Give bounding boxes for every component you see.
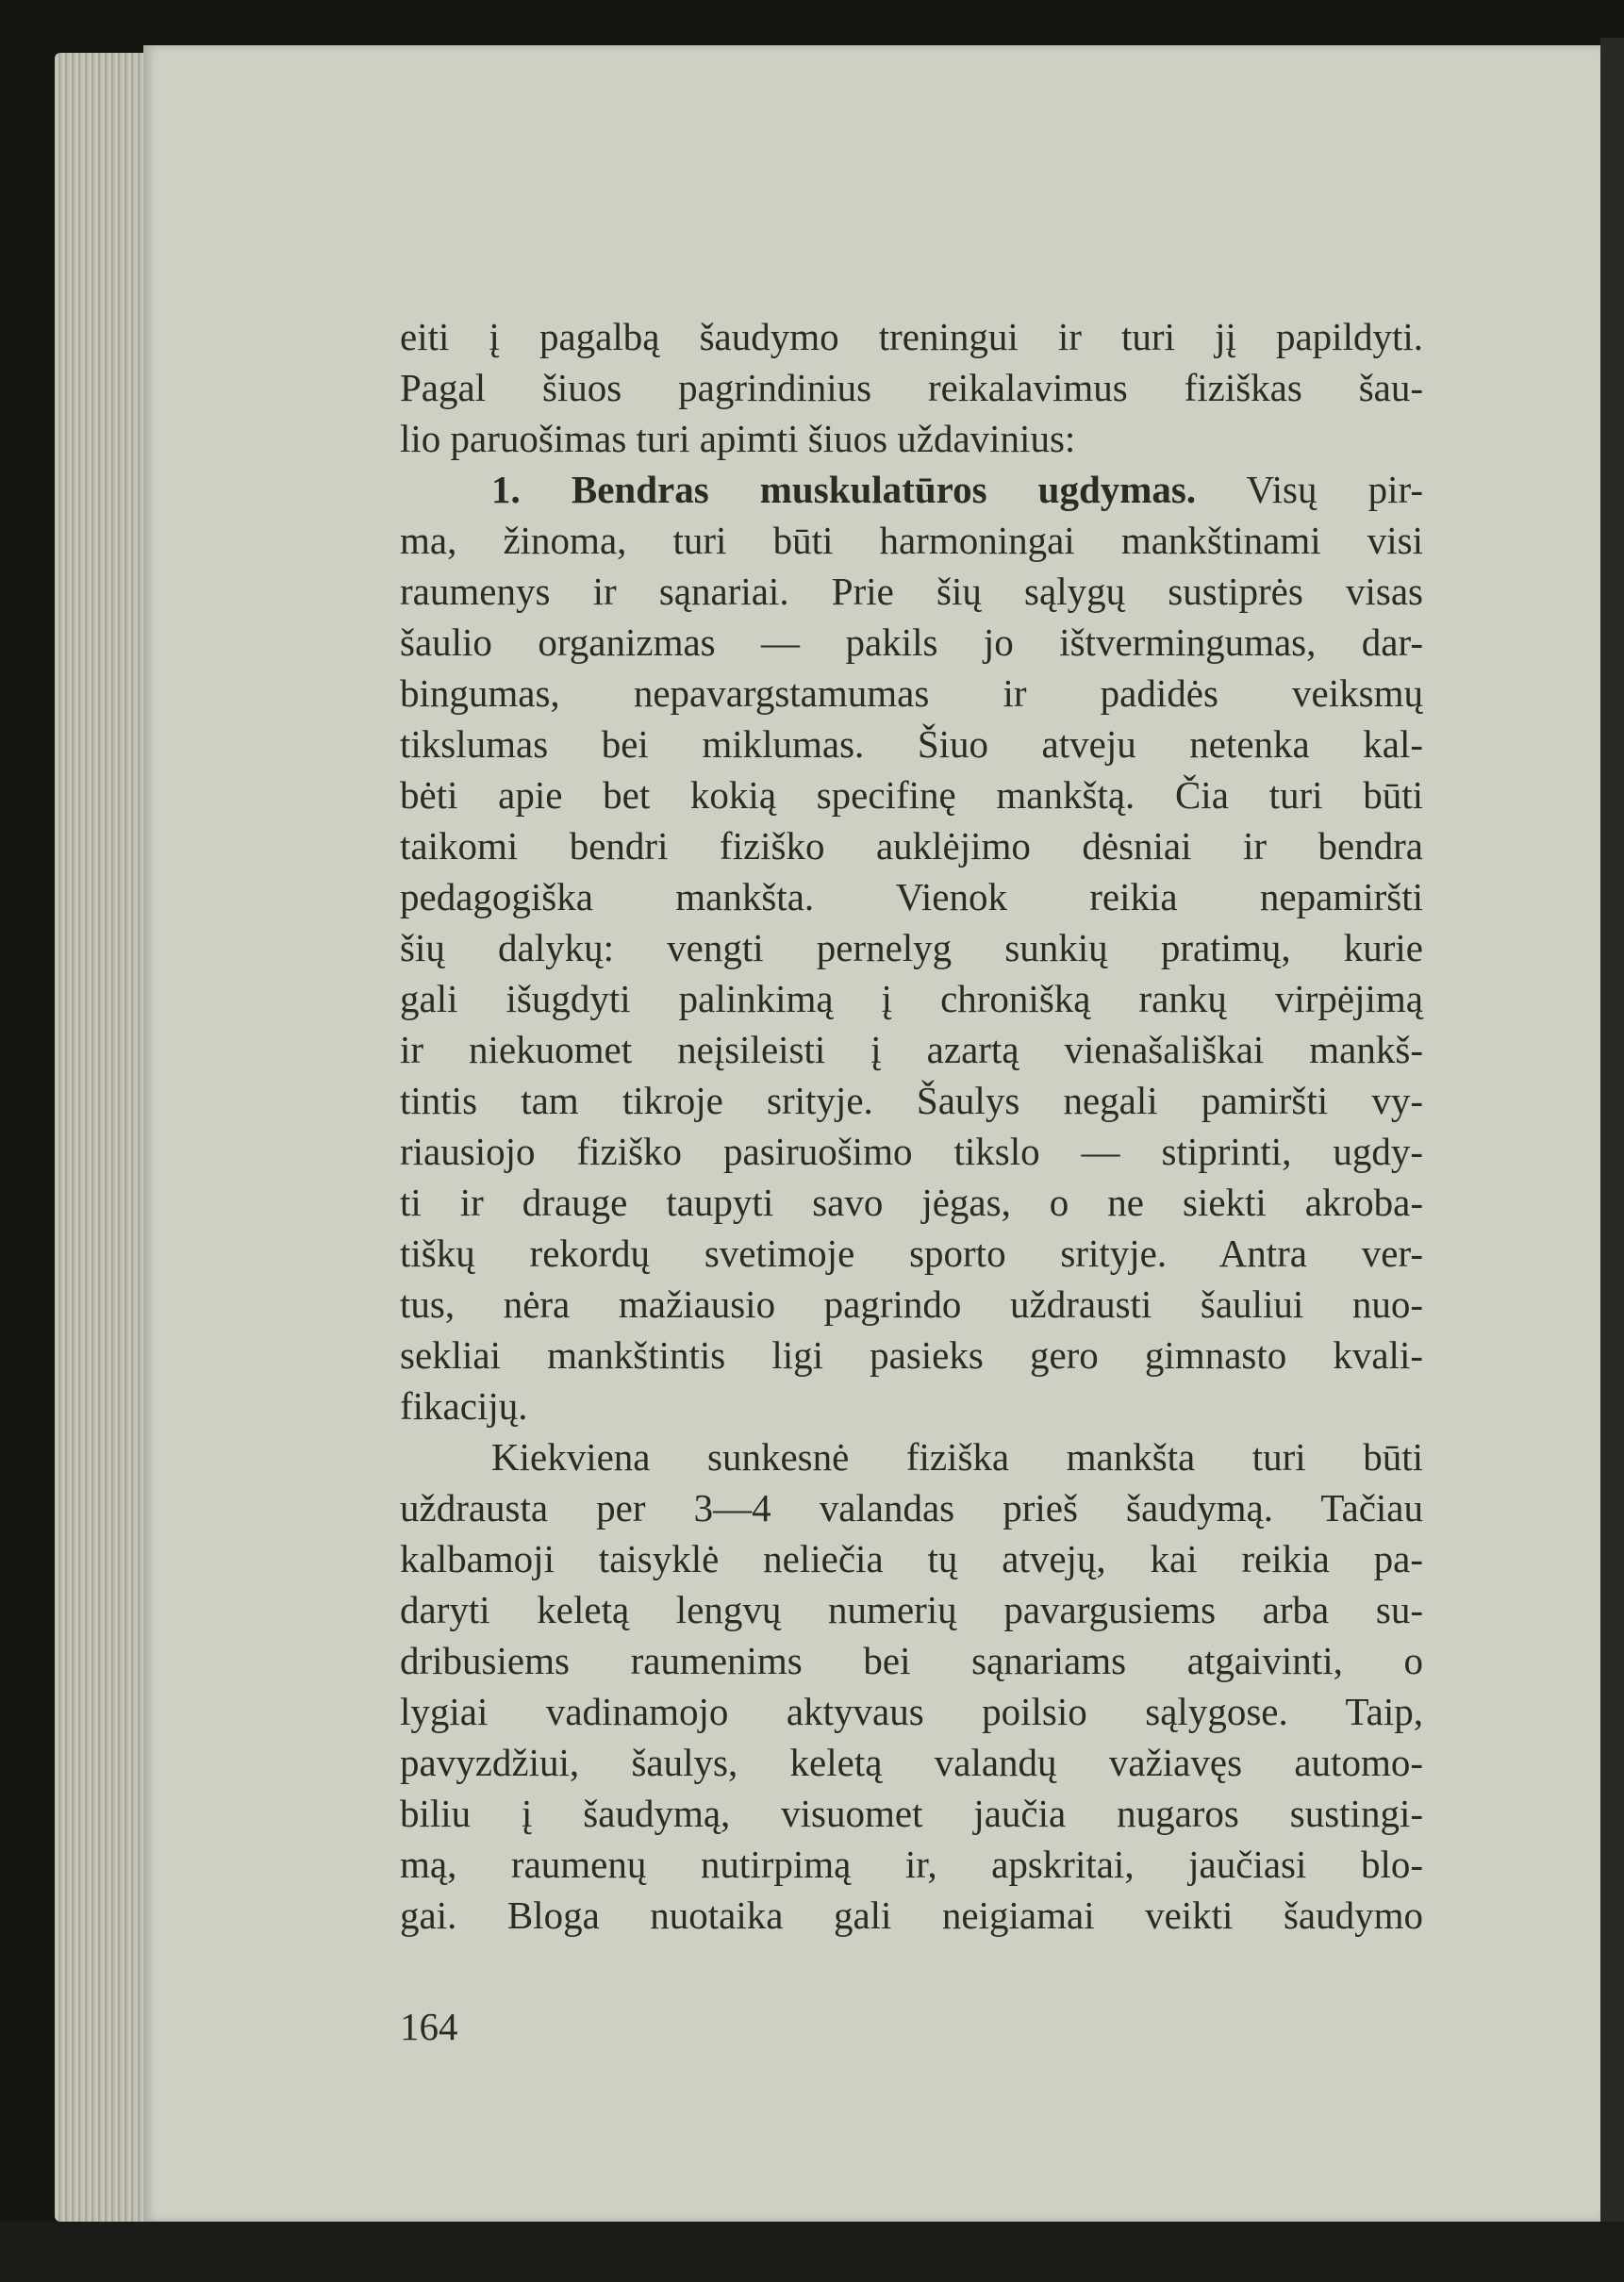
line-text: ir niekuomet neįsileisti į azartą vienašališkai mankš- <box>400 1028 1423 1071</box>
text-line <box>400 617 1423 668</box>
text-line <box>400 311 1423 362</box>
line-text: daryti keletą lengvų numerių pavargusiems arba su- <box>400 1588 1423 1631</box>
background-bottom <box>0 2222 1624 2282</box>
line-text: pavyzdžiui, šaulys, keletą valandų važiavęs automo- <box>400 1741 1423 1784</box>
line-text: sekliai mankštintis ligi pasieks gero gimnasto kvali- <box>400 1333 1423 1377</box>
text-line <box>400 871 1423 922</box>
text-line <box>400 1839 1423 1890</box>
text-line <box>400 820 1423 871</box>
line-text: dribusiems raumenims bei sąnariams atgaivinti, o <box>400 1639 1423 1682</box>
line-text: eiti į pagalbą šaudymo treningui ir turi jį papildyti. <box>400 315 1423 358</box>
line-text: fikacijų. <box>400 1384 528 1428</box>
line-text: pedagogiška mankšta. Vienok reikia nepamiršti <box>400 875 1423 918</box>
line-text: uždrausta per 3—4 valandas prieš šaudymą. Tačiau <box>400 1486 1423 1530</box>
line-text: lio paruošimas turi apimti šiuos uždavinius: <box>400 417 1076 460</box>
text-line <box>400 1737 1423 1788</box>
line-text: taikomi bendri fiziško auklėjimo dėsniai ir bendra <box>400 824 1423 868</box>
text-line <box>400 1177 1423 1228</box>
text-line <box>400 769 1423 820</box>
line-text: lygiai vadinamojo aktyvaus poilsio sąlygose. Taip, <box>400 1690 1423 1733</box>
line-text: biliu į šaudymą, visuomet jaučia nugaros sustingi- <box>400 1792 1423 1835</box>
line-text: tintis tam tikroje srityje. Šaulys negali pamiršti vy- <box>400 1079 1423 1122</box>
line-text: gali išugdyti palinkimą į chronišką rankų virpėjimą <box>400 977 1423 1020</box>
text-line <box>400 464 1423 515</box>
text-line <box>400 1228 1423 1279</box>
line-rest: Visų pir- <box>1196 468 1423 511</box>
line-text: šaulio organizmas — pakils jo ištvermingumas, dar- <box>400 620 1423 664</box>
line-text: tikslumas bei miklumas. Šiuo atveju netenka kal- <box>400 722 1423 766</box>
text-line <box>400 1584 1423 1635</box>
line-text: tus, nėra mažiausio pagrindo uždrausti šauliui nuo- <box>400 1282 1423 1326</box>
line-text <box>491 464 1423 515</box>
line-text: Pagal šiuos pagrindinius reikalavimus fiziškas šau- <box>400 366 1423 409</box>
text-line <box>400 1890 1423 1941</box>
text-line <box>400 1381 1423 1431</box>
body-text <box>400 311 1423 1941</box>
text-line <box>400 668 1423 719</box>
text-line <box>400 1686 1423 1737</box>
text-line <box>400 566 1423 617</box>
book-spine <box>1600 38 1624 2235</box>
line-text: ti ir drauge taupyti savo jėgas, o ne siekti akroba- <box>400 1181 1423 1224</box>
text-line <box>400 1635 1423 1686</box>
line-text: kalbamoji taisyklė neliečia tų atvejų, kai reikia pa- <box>400 1537 1423 1580</box>
page-number: 164 <box>400 2005 458 2048</box>
text-line <box>400 1279 1423 1330</box>
line-text: bingumas, nepavargstamumas ir padidės veiksmų <box>400 671 1423 715</box>
section-heading: 1. Bendras muskulatūros ugdymas. <box>491 468 1197 511</box>
text-line <box>400 1330 1423 1381</box>
text-line <box>400 1788 1423 1839</box>
text-line <box>400 413 1423 464</box>
line-text: gai. Bloga nuotaika gali neigiamai veikti šaudymo <box>400 1893 1423 1937</box>
text-line <box>400 1533 1423 1584</box>
line-text: šių dalykų: vengti pernelyg sunkių pratimų, kurie <box>400 926 1423 969</box>
line-text: ma, žinoma, turi būti harmoningai mankštinami visi <box>400 519 1423 562</box>
line-text: Kiekviena sunkesnė fiziška mankšta turi būti <box>491 1435 1423 1479</box>
text-line <box>400 1126 1423 1177</box>
line-text: bėti apie bet kokią specifinę mankštą. Čia turi būti <box>400 773 1423 817</box>
page-edges <box>55 53 149 2222</box>
text-line <box>400 1431 1423 1482</box>
text-line <box>400 973 1423 1024</box>
text-line <box>400 1024 1423 1075</box>
text-line <box>400 1482 1423 1533</box>
text-line <box>400 719 1423 769</box>
line-text: tiškų rekordų svetimoje sporto srityje. Antra ver- <box>400 1232 1423 1275</box>
text-line <box>400 515 1423 566</box>
line-text: mą, raumenų nutirpimą ir, apskritai, jaučiasi blo- <box>400 1843 1423 1886</box>
line-text: riausiojo fiziško pasiruošimo tikslo — stiprinti, ugdy- <box>400 1130 1423 1173</box>
text-line <box>400 922 1423 973</box>
text-line <box>400 1075 1423 1126</box>
text-line <box>400 362 1423 413</box>
line-text: raumenys ir sąnariai. Prie šių sąlygų sustiprės visas <box>400 570 1423 613</box>
